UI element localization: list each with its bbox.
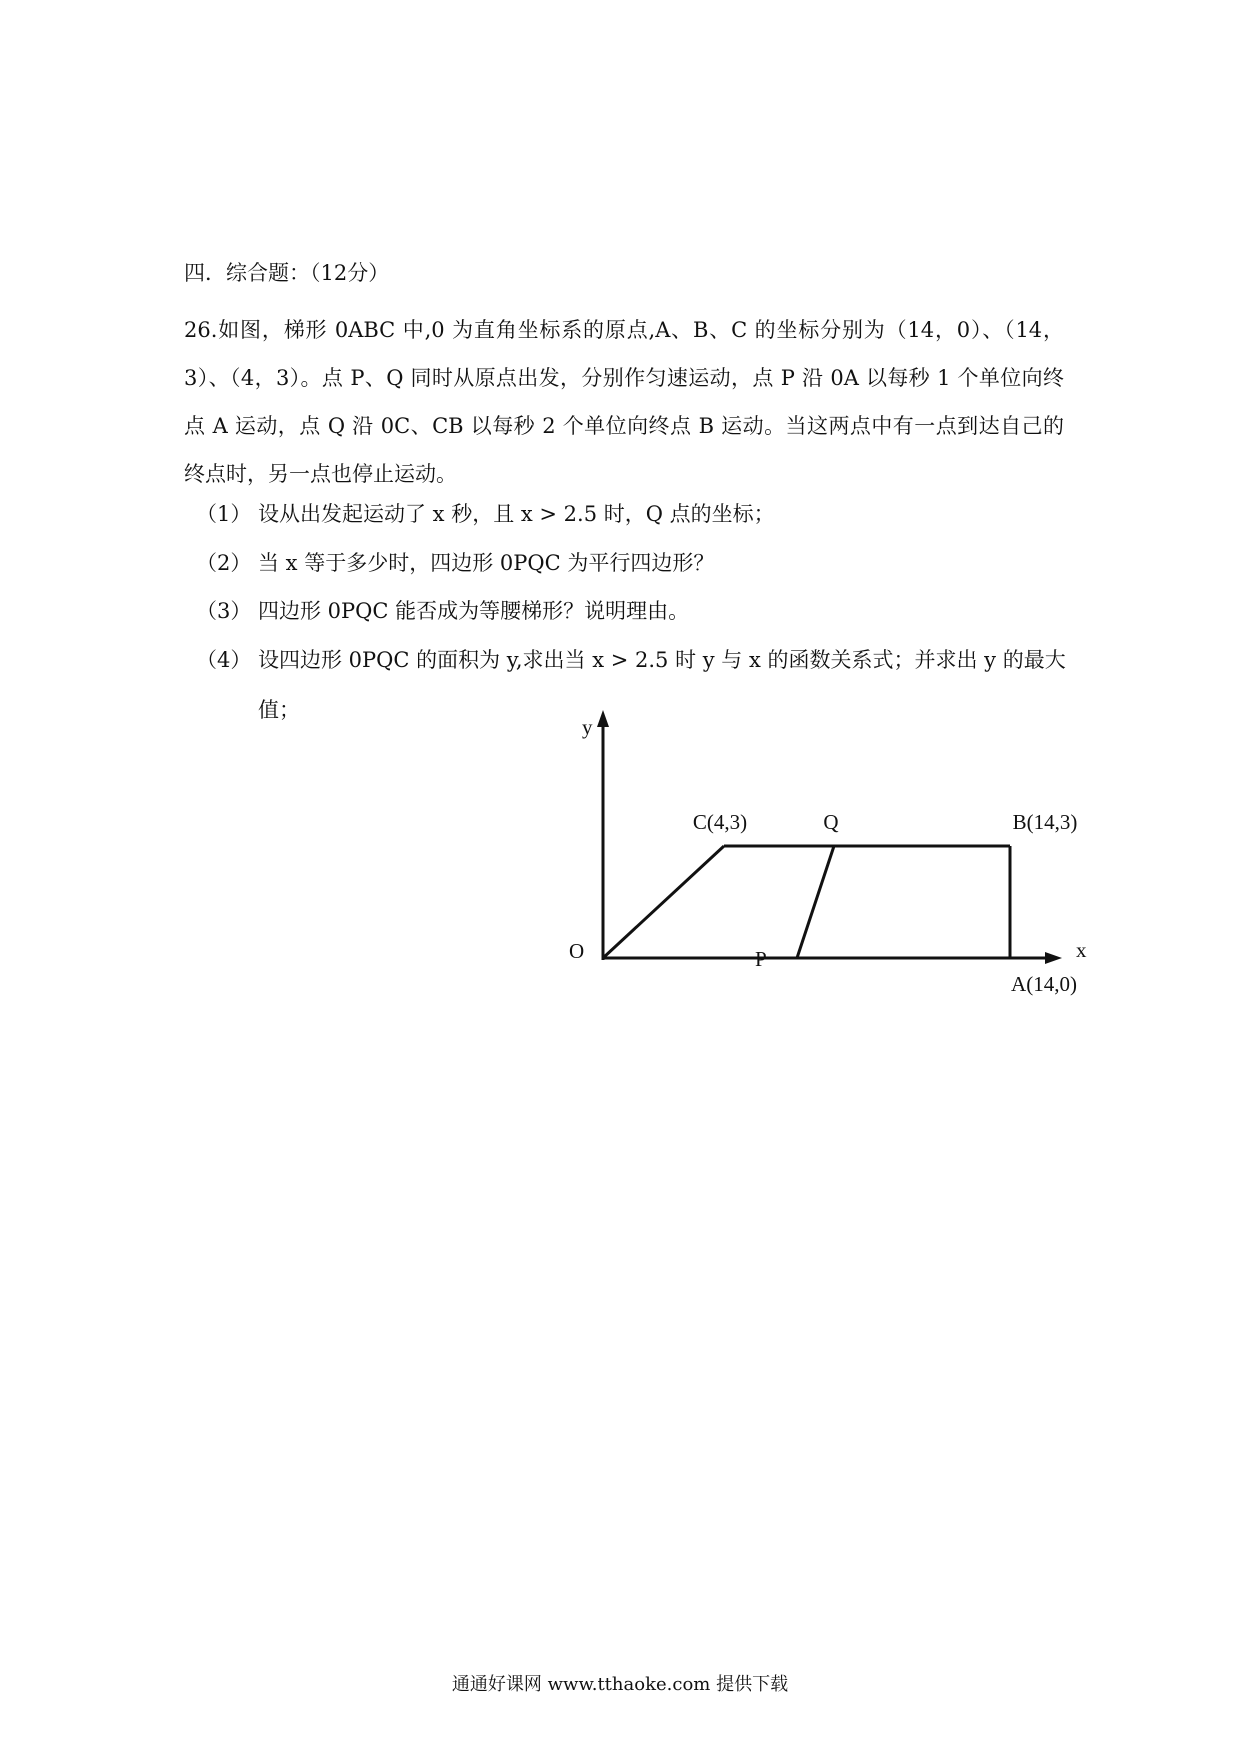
question-text: 当 x 等于多少时，四边形 0PQC 为平行四边形？ (258, 551, 715, 575)
question-number: （4） (196, 648, 252, 672)
question-text: 四边形 0PQC 能否成为等腰梯形？说明理由。 (258, 599, 690, 623)
label-a: A(14,0) (1011, 972, 1077, 996)
trapezoid-figure (560, 705, 1120, 1005)
label-o: O (569, 939, 585, 963)
footer-text: 通通好课网 www.tthaoke.com 提供下载 (451, 1674, 789, 1695)
label-y: y (582, 715, 593, 739)
question-1 (196, 497, 775, 531)
y-axis-arrow (597, 710, 609, 727)
question-number: （3） (196, 599, 252, 623)
question-number: （1） (196, 502, 252, 526)
label-b: B(14,3) (1012, 810, 1078, 834)
trapezoid-diagram (560, 705, 1120, 1005)
x-axis-arrow (1045, 952, 1062, 964)
segment-pq (797, 846, 834, 958)
problem-statement: 26.如图，梯形 0ABC 中,0 为直角坐标系的原点,A、B、C 的坐标分别为（14，0）、（14，3）、（4，3）。点 P、Q 同时从原点出发，分别作匀速运动，点 P 沿 0A 以每秒 1 个单位向终点 A 运动，点 Q 沿 0C、CB 以每秒 2 个单位向终点 B 运动。当这两点中有一点到达自己的终点时，另一点也停止运动。 (184, 318, 1064, 486)
question-3 (196, 594, 689, 628)
question-text: 设从出发起运动了 x 秒，且 x > 2.5 时，Q 点的坐标； (258, 502, 775, 526)
question-2 (196, 546, 714, 580)
label-p: P (755, 947, 767, 971)
question-4 (196, 643, 1066, 677)
label-c: C(4,3) (692, 810, 748, 834)
section-title: 四．综合题：（12分） (184, 261, 390, 285)
label-q: Q (823, 810, 839, 834)
question-text: 设四边形 0PQC 的面积为 y,求出当 x > 2.5 时 y 与 x 的函数关系式；并求出 y 的最大 (258, 648, 1066, 672)
label-x: x (1076, 938, 1087, 962)
edge-oc (603, 846, 724, 958)
question-number: （2） (196, 551, 252, 575)
question-4-continuation: 值； (258, 698, 300, 722)
